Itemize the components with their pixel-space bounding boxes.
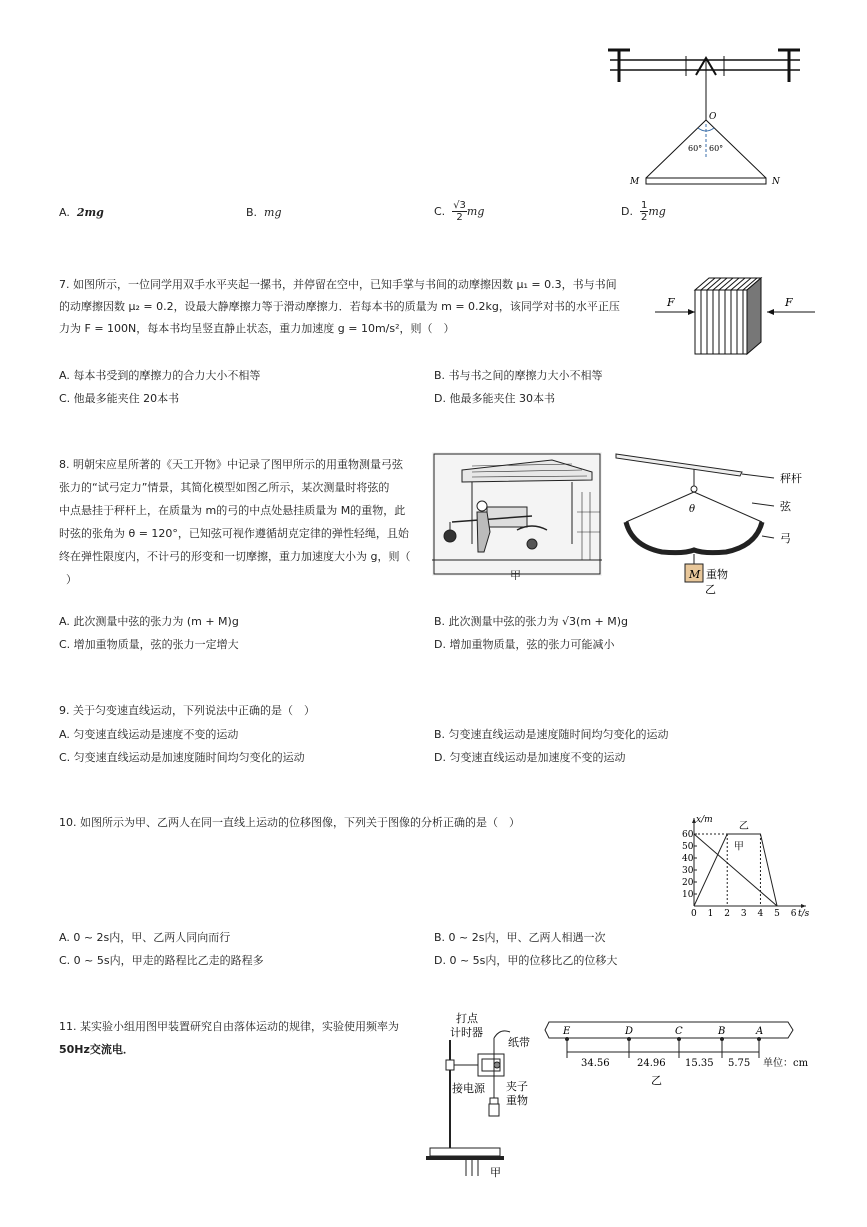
q10-y-tick-label: 10 — [682, 890, 694, 900]
q6-label-O: O — [709, 112, 717, 122]
q10-x-tick-label: 4 — [757, 909, 764, 919]
q10-y-tick-label: 40 — [682, 854, 694, 864]
q8-option-c[interactable]: C. 增加重物质量，弦的张力一定增大 — [59, 638, 239, 651]
q7-stem-line1: 7. 如图所示，一位同学用双手水平夹起一摞书，并停留在空中，已知手掌与书间的动摩擦因数 μ₁ = 0.3，书与书间 — [59, 278, 617, 291]
q10-stem: 10. 如图所示为甲、乙两人在同一直线上运动的位移图像，下列关于图像的分析正确的是（ ） — [59, 816, 520, 829]
q7-option-a[interactable]: A. 每本书受到的摩擦力的合力大小不相等 — [59, 369, 261, 382]
q10-y-tick-label: 60 — [682, 830, 694, 840]
q10-series-label-jia: 甲 — [733, 841, 744, 853]
q10-chart — [680, 808, 810, 920]
q6-option-c[interactable]: C. √3 2 mg — [434, 200, 485, 223]
q10-x-tick-label: 2 — [724, 909, 730, 919]
q10-x-tick-label: 3 — [740, 909, 747, 919]
q8-label-theta: θ — [689, 504, 696, 515]
q11-unit: 单位：cm — [763, 1058, 809, 1069]
q10-x-tick-label: 6 — [790, 909, 797, 919]
q8-label-M: M — [689, 568, 701, 581]
q7-figure — [655, 272, 815, 356]
q8-label-zhongwu: 重物 — [706, 568, 728, 581]
q8-option-d[interactable]: D. 增加重物质量，弦的张力可能减小 — [434, 638, 615, 651]
q11-point-A: A — [756, 1026, 764, 1037]
q8-stem-line5: 终在弹性限度内，不计弓的形变和一切摩擦，重力加速度大小为 g，则（ — [59, 550, 411, 563]
q10-x-tick-label: 5 — [774, 909, 780, 919]
q8-option-a[interactable]: A. 此次测量中弦的张力为 (m + M)g — [59, 615, 239, 628]
q7-option-d[interactable]: D. 他最多能夹住 30本书 — [434, 392, 555, 405]
q11-point-D: D — [625, 1026, 634, 1037]
q8-stem-line6: ） — [66, 573, 77, 586]
q11-distance-CB: 15.35 — [685, 1058, 714, 1069]
q6-d-fraction: 1 2 — [640, 200, 648, 223]
q10-x-arrow — [801, 904, 806, 908]
q11-apparatus-figure — [420, 1010, 550, 1180]
q6-label-N: N — [772, 177, 780, 187]
q8-label-xian: 弦 — [780, 500, 791, 513]
q6-option-b[interactable]: B. mg — [246, 206, 282, 219]
q8-stem-line4: 时弦的张角为 θ = 120°，已知弦可视作遵循胡克定律的弹性轻绳，且始 — [59, 527, 409, 540]
q9-option-c[interactable]: C. 匀变速直线运动是加速度随时间均匀变化的运动 — [59, 751, 305, 764]
q6-c-fraction: √3 2 — [453, 200, 466, 223]
q6-figure — [600, 40, 810, 200]
q7-stem-line3: 力为 F = 100N，每本书均呈竖直静止状态，重力加速度 g = 10m/s²，则（ ） — [59, 322, 455, 335]
q11-label-yi: 乙 — [651, 1074, 662, 1087]
q11-distance-ED: 34.56 — [581, 1058, 610, 1069]
q8-stem-line1: 8. 明朝宋应星所著的《天工开物》中记录了图甲所示的用重物测量弓弦 — [59, 458, 403, 471]
q11-label-jia: 甲 — [490, 1166, 501, 1179]
q8-option-b[interactable]: B. 此次测量中弦的张力为 √3(m + M)g — [434, 615, 629, 628]
q7-stem-line2: 的动摩擦因数 μ₂ = 0.2，设最大静摩擦力等于滑动摩擦力．若每本书的质量为 m = 0.2kg，该同学对书的水平正压 — [59, 300, 620, 313]
q10-series-label-yi: 乙 — [738, 821, 749, 833]
q7-label-F-left: F — [667, 296, 675, 309]
q9-option-b[interactable]: B. 匀变速直线运动是速度随时间均匀变化的运动 — [434, 728, 669, 741]
q10-y-tick-label: 50 — [682, 842, 694, 852]
q11-tape-figure — [543, 1018, 813, 1090]
q10-option-d[interactable]: D. 0 ~ 5s内，甲的位移比乙的位移大 — [434, 954, 618, 967]
q9-option-d[interactable]: D. 匀变速直线运动是加速度不变的运动 — [434, 751, 626, 764]
q11-label-jiazi: 夹子 — [506, 1080, 528, 1093]
q11-distance-BA: 5.75 — [728, 1058, 751, 1069]
q8-label-gong: 弓 — [780, 532, 791, 545]
q11-label-jiadianyuan: 接电源 — [452, 1082, 485, 1095]
q11-distance-DC: 24.96 — [637, 1058, 666, 1069]
q8-stem-line2: 张力的“试弓定力”情景，其简化模型如图乙所示，某次测量时将弦的 — [59, 481, 390, 494]
q11-label-zhongwu: 重物 — [506, 1094, 528, 1107]
q9-stem: 9. 关于匀变速直线运动，下列说法中正确的是（ ） — [59, 704, 315, 717]
q10-y-tick-label: 30 — [682, 866, 694, 876]
q10-x-tick-label: 0 — [691, 909, 697, 919]
q10-option-a[interactable]: A. 0 ~ 2s内，甲、乙两人同向而行 — [59, 931, 231, 944]
q10-y-tick-label: 20 — [682, 878, 694, 888]
q6-option-a[interactable]: A. 2mg — [59, 206, 104, 219]
q11-point-C: C — [675, 1026, 683, 1037]
q10-y-axis-label: x/m — [696, 815, 713, 825]
q6-option-d[interactable]: D. 1 2 mg — [621, 200, 666, 223]
q11-label-jishiqi: 计时器 — [450, 1026, 483, 1039]
q8-stem-line3: 中点悬挂于秤杆上，在质量为 m的弓的中点处悬挂质量为 M的重物，此 — [59, 504, 406, 517]
q8-label-chenggan: 秤杆 — [780, 472, 802, 485]
q11-point-B: B — [718, 1026, 726, 1037]
q10-x-axis-label: t/s — [798, 909, 810, 919]
q10-option-c[interactable]: C. 0 ~ 5s内，甲走的路程比乙走的路程多 — [59, 954, 264, 967]
q7-option-b[interactable]: B. 书与书之间的摩擦力大小不相等 — [434, 369, 603, 382]
q8-label-yi: 乙 — [705, 583, 716, 596]
q6-label-angle-left: 60° — [688, 144, 703, 153]
q9-option-a[interactable]: A. 匀变速直线运动是速度不变的运动 — [59, 728, 239, 741]
q11-stem-line1: 11. 某实验小组用图甲装置研究自由落体运动的规律，实验使用频率为 — [59, 1020, 399, 1033]
q11-label-dadian: 打点 — [456, 1012, 478, 1025]
q7-option-c[interactable]: C. 他最多能夹住 20本书 — [59, 392, 180, 405]
q8-label-jia: 甲 — [510, 569, 521, 580]
q11-label-zhidai: 纸带 — [508, 1036, 530, 1049]
q8-model-figure — [612, 448, 827, 598]
q7-label-F-right: F — [785, 296, 793, 309]
q11-stem-line2: 50Hz交流电． — [59, 1043, 134, 1056]
q10-x-tick-label: 1 — [707, 909, 714, 919]
q11-point-E: E — [563, 1026, 571, 1037]
q10-option-b[interactable]: B. 0 ~ 2s内，甲、乙两人相遇一次 — [434, 931, 606, 944]
q6-label-M: M — [630, 177, 640, 187]
q6-label-angle-right: 60° — [709, 144, 724, 153]
q8-woodcut-figure — [432, 452, 602, 580]
